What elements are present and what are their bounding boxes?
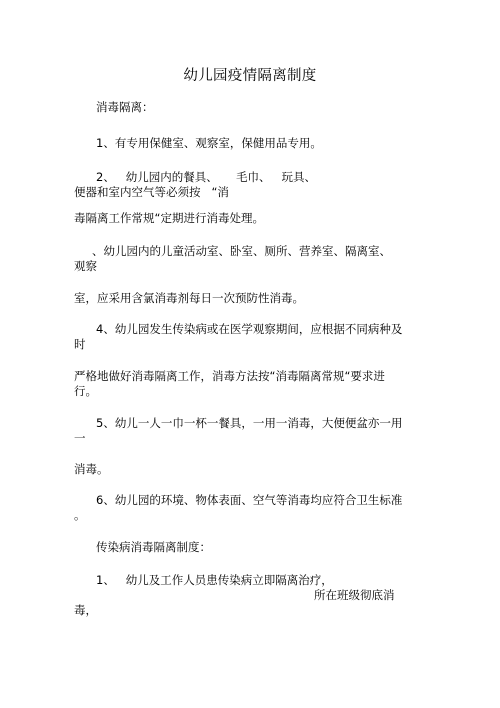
document-title: 幼儿园疫情隔离制度 (183, 68, 317, 84)
paragraph-line: 室，应采用含氯消毒剂每日一次预防性消毒。 (74, 291, 304, 305)
paragraph-line: 1、 幼儿及工作人员患传染病立即隔离治疗， (96, 573, 333, 587)
paragraph-line: 严格地做好消毒隔离工作，消毒方法按“消毒隔离常规“要求进 (74, 369, 385, 383)
paragraph-line: 便器和室内空气等必须按 “消 (74, 185, 229, 199)
paragraph-line: 、幼儿园内的儿童活动室、卧室、厕所、营养室、隔离室、 (92, 244, 391, 258)
paragraph-line: 2、 幼儿园内的餐具、 毛巾、 玩具、 (96, 170, 317, 184)
paragraph-line: 时 (74, 337, 86, 351)
paragraph-line: 所在班级彻底消 (314, 588, 395, 602)
paragraph-line: 。 (74, 508, 86, 522)
paragraph-line: 行。 (74, 384, 97, 398)
paragraph-line: 消毒。 (74, 462, 109, 476)
paragraph-line: 毒隔离工作常规“定期进行消毒处理。 (74, 211, 264, 225)
paragraph-line: 6、幼儿园的环境、物体表面、空气等消毒均应符合卫生标准 (96, 493, 403, 507)
section-heading-infectious-disease: 传染病消毒隔离制度： (96, 540, 211, 554)
paragraph-line: 1、有专用保健室、观察室，保健用品专用。 (96, 136, 322, 150)
paragraph-line: 一 (74, 431, 86, 445)
paragraph-line: 观察 (74, 259, 97, 273)
paragraph-line: 5、幼儿一人一巾一杯一餐具，一用一消毒，大便便盆亦一用 (96, 416, 403, 430)
paragraph-line: 4、幼儿园发生传染病或在医学观察期间，应根据不同病种及 (96, 322, 403, 336)
section-heading-disinfection: 消毒隔离： (96, 100, 154, 114)
paragraph-line: 毒， (74, 603, 97, 617)
